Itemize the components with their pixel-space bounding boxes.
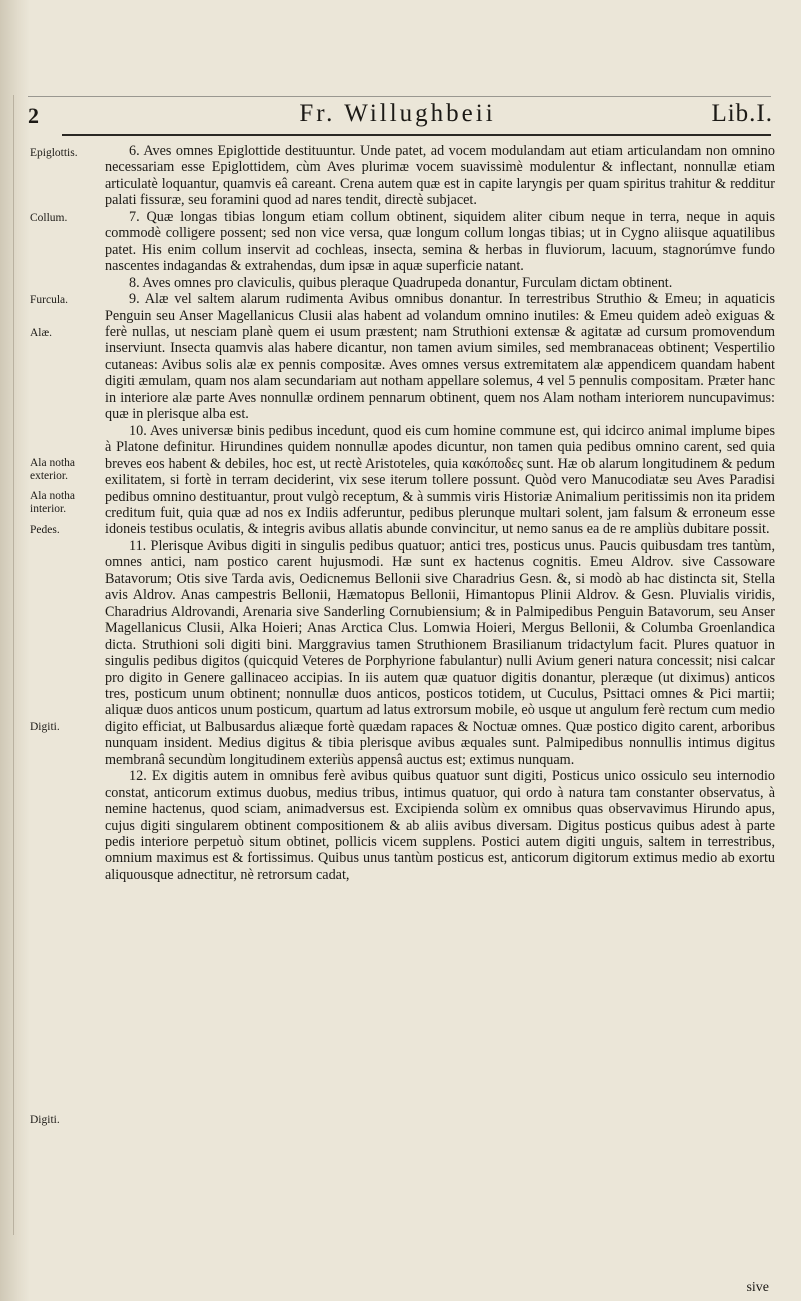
paragraph-6: 6. Aves omnes Epiglottide destituuntur. Unde patet, ad vocem modulandam aut etiam articulandam non omnino necessariam esse Epiglottidem, cùm Aves plurimæ vocem suavissimè modulentur & inflectant, nonnullæ etiam articulatè loquantur, quamvis eâ careant. Crena autem quæ est in capite laryngis per quam spiritus trahitur & redditur palati fissuræ, seu foramini quod ad nares tendit, directè subjacet. bbox=[105, 143, 775, 209]
top-rule bbox=[28, 96, 771, 97]
margin-note-furcula: Furcula. bbox=[30, 294, 69, 306]
paragraph-8: 8. Aves omnes pro claviculis, quibus pleraque Quadrupeda donantur, Furculam dictam obtinent. bbox=[129, 274, 673, 291]
paragraph-10: 10. Aves universæ binis pedibus incedunt, quod eis cum homine commune est, qui idcirco animal implume bipes à Platone definitur. Hirundines quidem nonnullæ apodes dicuntur, non tamen quia pedibus omnino carent, sed quia breves eos habent & debiles, hoc est, ut rectè Aristoteles, quia κακόποδες sunt. Hæ ob alarum longitudinem & pedum exilitatem, si fortè in terram deciderint, vix sese iterum tollere possunt. Quòd vero Manucodiatæ seu Aves Paradisi pedibus omnino destituantur, prout vulgò receptum, & à summis viris Historiæ Animalium peritissimis non ita pridem creditum fuit, quia quæ ad nos ex Indiis adferuntur, pedibus plerunque multari solent, jam falsum & erroneum esse idoneis testibus oculatis, & integris avibus allatis abunde convincitur, ut nemo sanus ea de re ampliùs dubitare possit. bbox=[105, 422, 775, 538]
margin-note-digiti-2: Digiti. bbox=[30, 1114, 60, 1126]
page-number: 2 bbox=[28, 103, 39, 128]
paragraph-12: 12. Ex digitis autem in omnibus ferè avibus quibus quatuor sunt digiti, Posticus unico ossiculo seu internodio constat, anticorum extimus duobus, medius tribus, intimus quatuor, qui ordo à natura tam constanter observatus, à nemine hactenus, quod sciam, animadversus est. Excipienda solùm ex omnibus quas observavimus Hirundo apus, cujus digiti singularem obtinent compositionem & ab aliis avibus diversam. Digitus posticus quibus adest à parte pedis interiore perpetuò situm obtinet, pollicis vicem supplens. Postici autem digiti unguis, saltem in terrestribus, omnium maximus est & fortissimus. Quibus unus tantùm posticus est, anticorum digitorum extimus medio ab exortu aliquousque adnectitur, nè retrorsum cadat, bbox=[105, 768, 775, 883]
margin-note-digiti: Digiti. bbox=[30, 721, 60, 733]
margin-note-ala-notha-interior: Ala notha interior. bbox=[30, 490, 76, 515]
book-number: Lib.I. bbox=[711, 100, 773, 127]
header-rule bbox=[62, 134, 771, 136]
margin-note-collum: Collum. bbox=[30, 212, 68, 224]
catchword: sive bbox=[746, 1280, 769, 1295]
main-text bbox=[105, 143, 775, 883]
margin-note-alae: Alæ. bbox=[30, 327, 53, 339]
paragraph-11: 11. Plerisque Avibus digiti in singulis pedibus quatuor; antici tres, posticus unus. Paucis quibusdam tres tantùm, omnes antici, nam postico carent hujusmodi. Hæ sunt ex hactenus cognitis. Emeu Aldrov. sive Cassoware Batavorum; Otis sive Tarda avis, Oedicnemus Bellonii sive Charadrius Gesn. &, si modò ab hac distincta sit, Stella avis Aldrov. Anas campestris Bellonii, Hæmatopus Bellonii, Himantopus Plinii Aldrov. & Gesn. Pluvialis viridis, Charadrius Aldrovandi, Arenaria sive Sanderling Cornubiensium; & in Palmipedibus Penguin Batavorum, seu Anser Magellanicus Clusii, Alka Hoieri; Anas Arctica Clus. Lomwia Hoieri, Mergus Bellonii, & Columba Groenlandica dicta. Struthioni soli digiti bini. Marggravius tamen Struthionem Brasilianum tridactylum facit. Plures quatuor in singulis pedibus digitos (quicquid Veteres de Porphyrione fabulantur) nulli Avium generi natura concessit; nisi calcar pro digito in Genere gallinaceo accipias. In iis autem quæ quatuor digitis donantur, pleræque (ut diximus) anticos tres, posticum unum obtinent; nonnullæ duos anticos, posticos totidem, ut Cuculus, Psittaci omnes & Pici martii; aliquæ duos anticos unum posticum, quartum ad latus extrorsum mobile, eò usque ut angulum ferè rectum cum medio digito efficiat, ut Balbusardus aliæque fortè quædam rapaces & Noctuæ omnes. Quæ postico digito carent, arboribus nunquam insident. Medius digitus & tibia plerisque avibus æquales sunt. Palmipedibus nonnullis intimus digitus membranâ secundùm longitudinem exteriùs appensâ auctus est; extimus nunquam. bbox=[105, 537, 775, 768]
margin-note-epiglottis: Epiglottis. bbox=[30, 147, 78, 159]
margin-note-ala-notha-exterior: Ala notha exterior. bbox=[30, 457, 76, 482]
running-title: Fr. Willughbeii bbox=[299, 100, 496, 127]
page-gutter bbox=[0, 0, 30, 1301]
paragraph-7: 7. Quæ longas tibias longum etiam collum obtinent, siquidem aliter cibum neque in terra, neque in aquis commodè colligere possent; sed non vice versa, quæ longum collum longas tibias; ut in Cygno aliisque aquatilibus patet. His enim collum inservit ad cochleas, insecta, semina & herbas in fluviorum, lacuum, stagnorúmve fundo nascentes indagandas & extrahendas, dum ipsæ in aquæ superficie natant. bbox=[105, 208, 775, 275]
margin-note-pedes: Pedes. bbox=[30, 524, 60, 536]
paragraph-9: 9. Alæ vel saltem alarum rudimenta Avibus omnibus donantur. In terrestribus Struthio & Emeu; in aquaticis Penguin seu Anser Magellanicus Clusii alas habent ad volandum omnino inutiles: & Emeu quidem adeò exiguas & ferè nullas, ut nesciam planè quem ei usum præstent; nam Struthioni extensæ & agitatæ ad cursum promovendum inserviunt. Insecta quamvis alas habere dicantur, non tamen avium similes, sed membranaceas obtinent; Vespertilio cutaneas: Avibus solis alæ ex pennis compositæ. Aves omnes versus extremitatem alæ appendicem quandam habent digiti æmulam, quam nos alam secundariam aut notham appellare solemus, 4 vel 5 pennulis compositam. Præter hanc in interiore alæ parte Aves nonnullæ ordinem pennarum obtinent, quem nos Alam notham interiorem nuncupavimus: quæ in plerisque alba est. bbox=[105, 291, 775, 423]
